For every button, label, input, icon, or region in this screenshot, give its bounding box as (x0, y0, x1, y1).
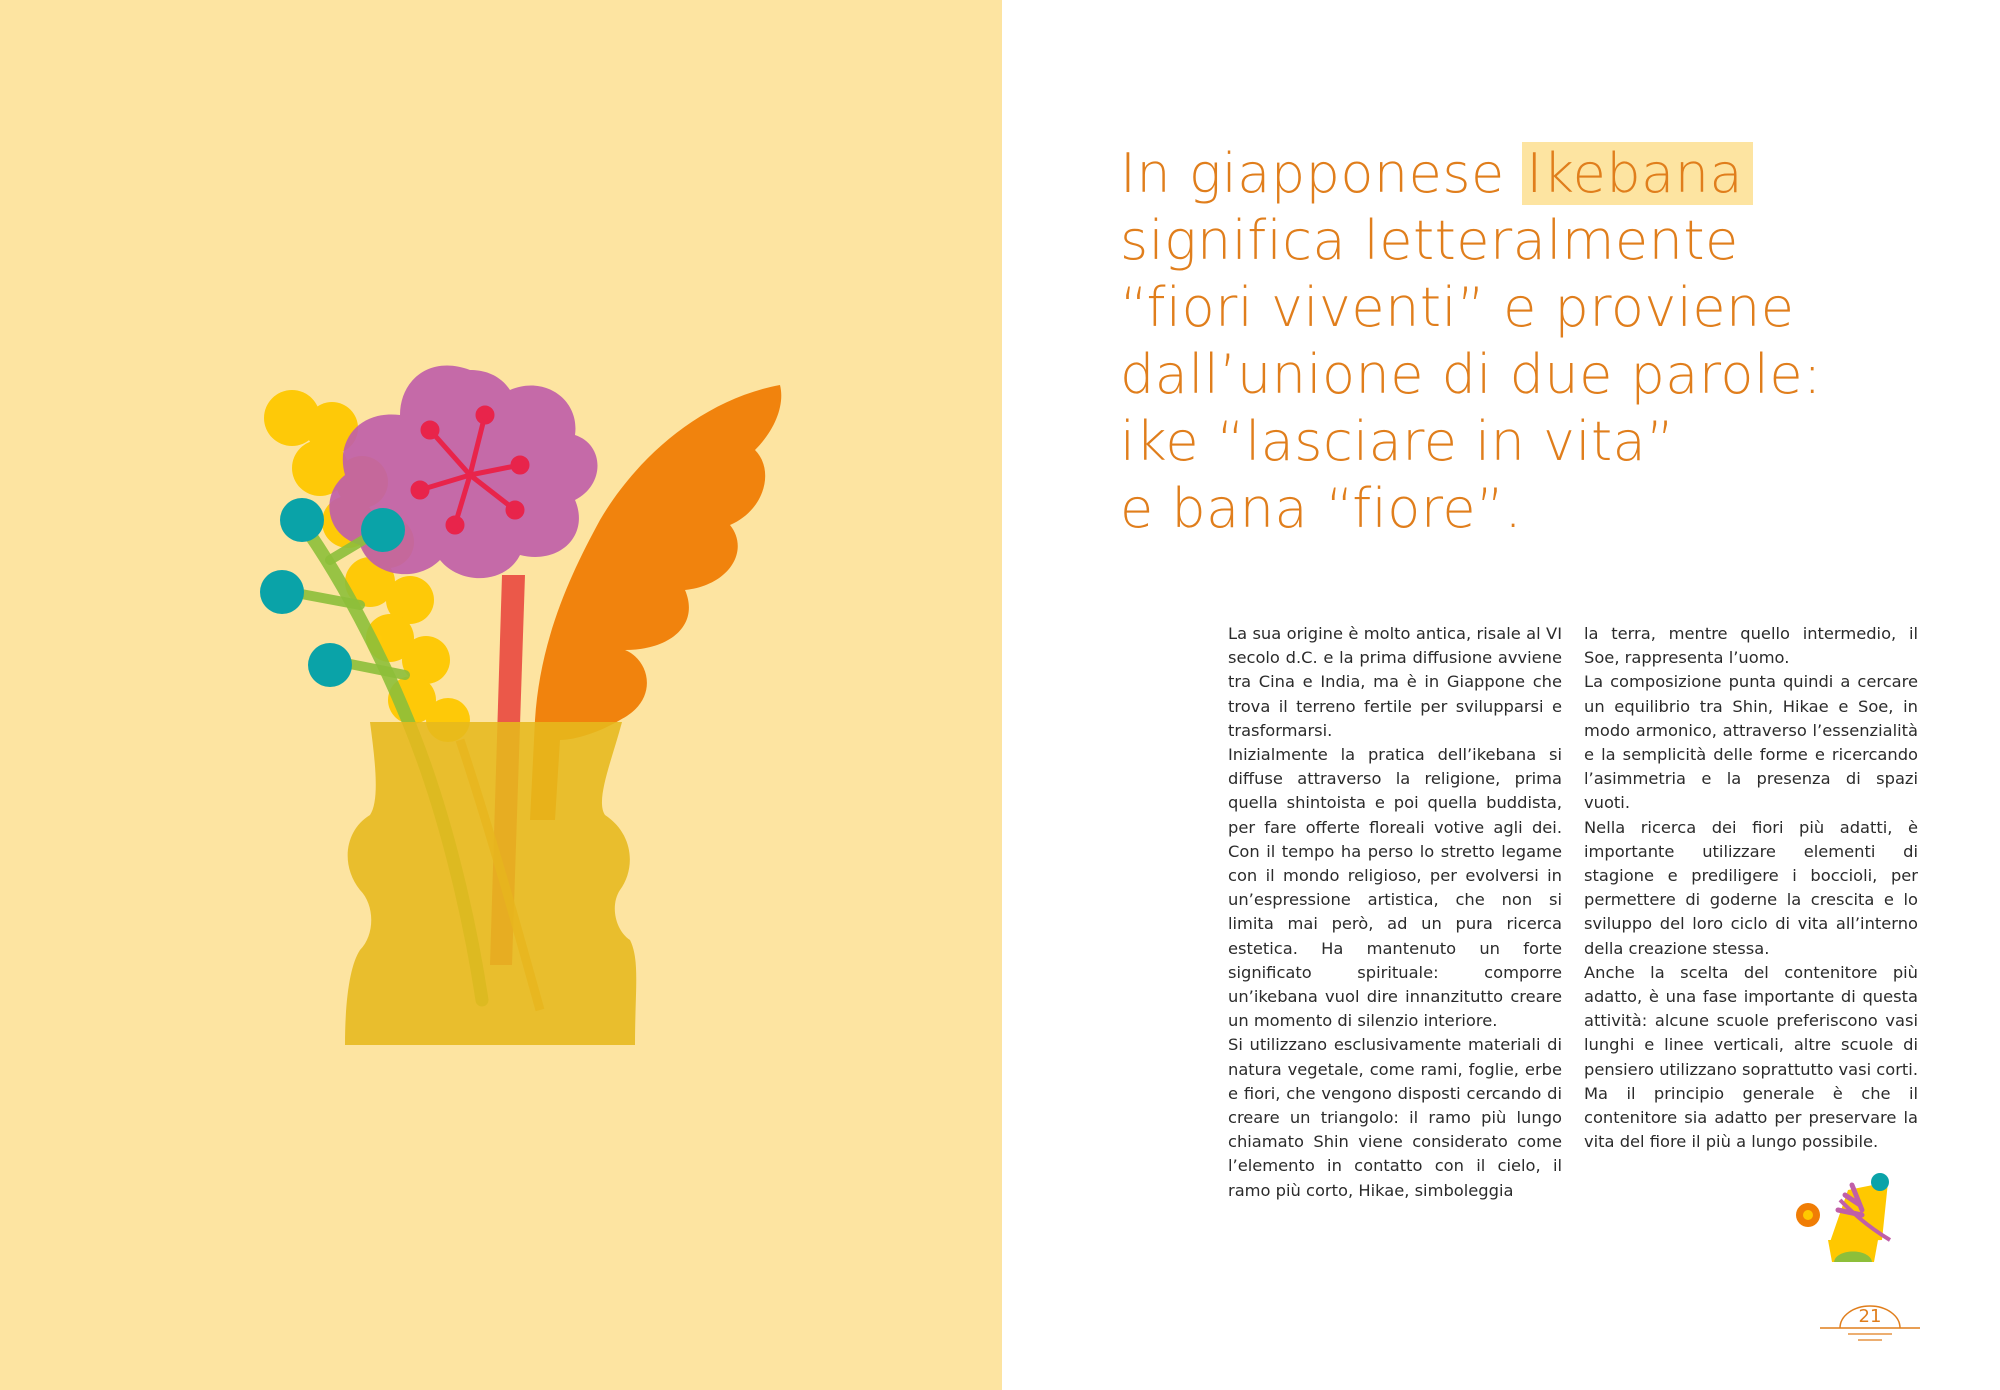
headline-line-5: ike “lasciare in vita” (1120, 410, 1675, 473)
paragraph: La composizione punta quindi a cercare un equilibrio tra Shin, Hikae e Soe, in modo armonico, attraverso l’essenzialità e la semplicità delle forme e ricercando l’asimmetria e la presenza di spazi vuoti. (1584, 672, 1918, 813)
paragraph: Anche la scelta del contenitore più adatto, è una fase importante di questa attività: alcune scuole preferiscono vasi lunghi e linee verticali, altre scuole di pensiero utilizzano soprattutto vasi corti. Ma il principio generale è che il contenitore sia adatto per preservare la vita del fiore il più a lungo possibile. (1584, 962, 1918, 1152)
headline-line-6: e bana “fiore”. (1120, 477, 1523, 540)
yellow-vase (345, 722, 636, 1045)
page-number (1820, 1290, 1920, 1350)
ikebana-vase-illustration (240, 360, 800, 1060)
small-flower-pot-illustration (1790, 1170, 1900, 1270)
body-text (1228, 622, 1918, 1203)
paragraph: Inizialmente la pratica dell’ikebana si diffuse attraverso la religione, prima quella shintoista e poi quella buddista, per fare offerte floreali votive agli dei. Con il tempo ha perso lo stretto legame con il mondo religioso, per evolversi in un’espressione artistica, che non si limita mai però, ad un pura ricerca estetica. Ha mantenuto un forte significato spirituale: comporre un’ikebana vuol dire innanzitutto creare un momento di silenzio interiore. (1228, 745, 1562, 1031)
paragraph: la terra, mentre quello intermedio, il Soe, rappresenta l’uomo. (1584, 624, 1918, 668)
headline-line-1-start: In giapponese (1120, 142, 1523, 205)
right-page (1002, 0, 2000, 1390)
headline-line-2: significa letteralmente (1120, 209, 1739, 272)
paragraph: La sua origine è molto antica, risale al VI secolo d.C. e la prima diffusione avviene tra Cina e India, ma è in Giappone che trova il terreno fertile per svilupparsi e trasformarsi. (1228, 624, 1562, 740)
paragraph: Nella ricerca dei fiori più adatti, è importante utilizzare elementi di stagione e prediligere i boccioli, per permettere di goderne la crescita e lo sviluppo del loro ciclo di vita all’interno della creazione stessa. (1584, 817, 1918, 958)
headline-highlight-ikebana: Ikebana (1522, 142, 1753, 205)
body-column-2 (1584, 622, 1918, 1203)
page-number-text: 21 (1858, 1306, 1882, 1327)
headline-line-3: “fiori viventi” e proviene (1120, 276, 1795, 339)
headline-line-4: dall’unione di due parole: (1120, 343, 1822, 406)
paragraph: Si utilizzano esclusivamente materiali di natura vegetale, come rami, foglie, erbe e fiori, che vengono disposti cercando di creare un triangolo: il ramo più lungo chiamato Shin viene considerato come l’elemento in contatto con il cielo, il ramo più corto, Hikae, simboleggia (1228, 1035, 1562, 1200)
body-column-1 (1228, 622, 1562, 1203)
headline (1120, 140, 1980, 542)
